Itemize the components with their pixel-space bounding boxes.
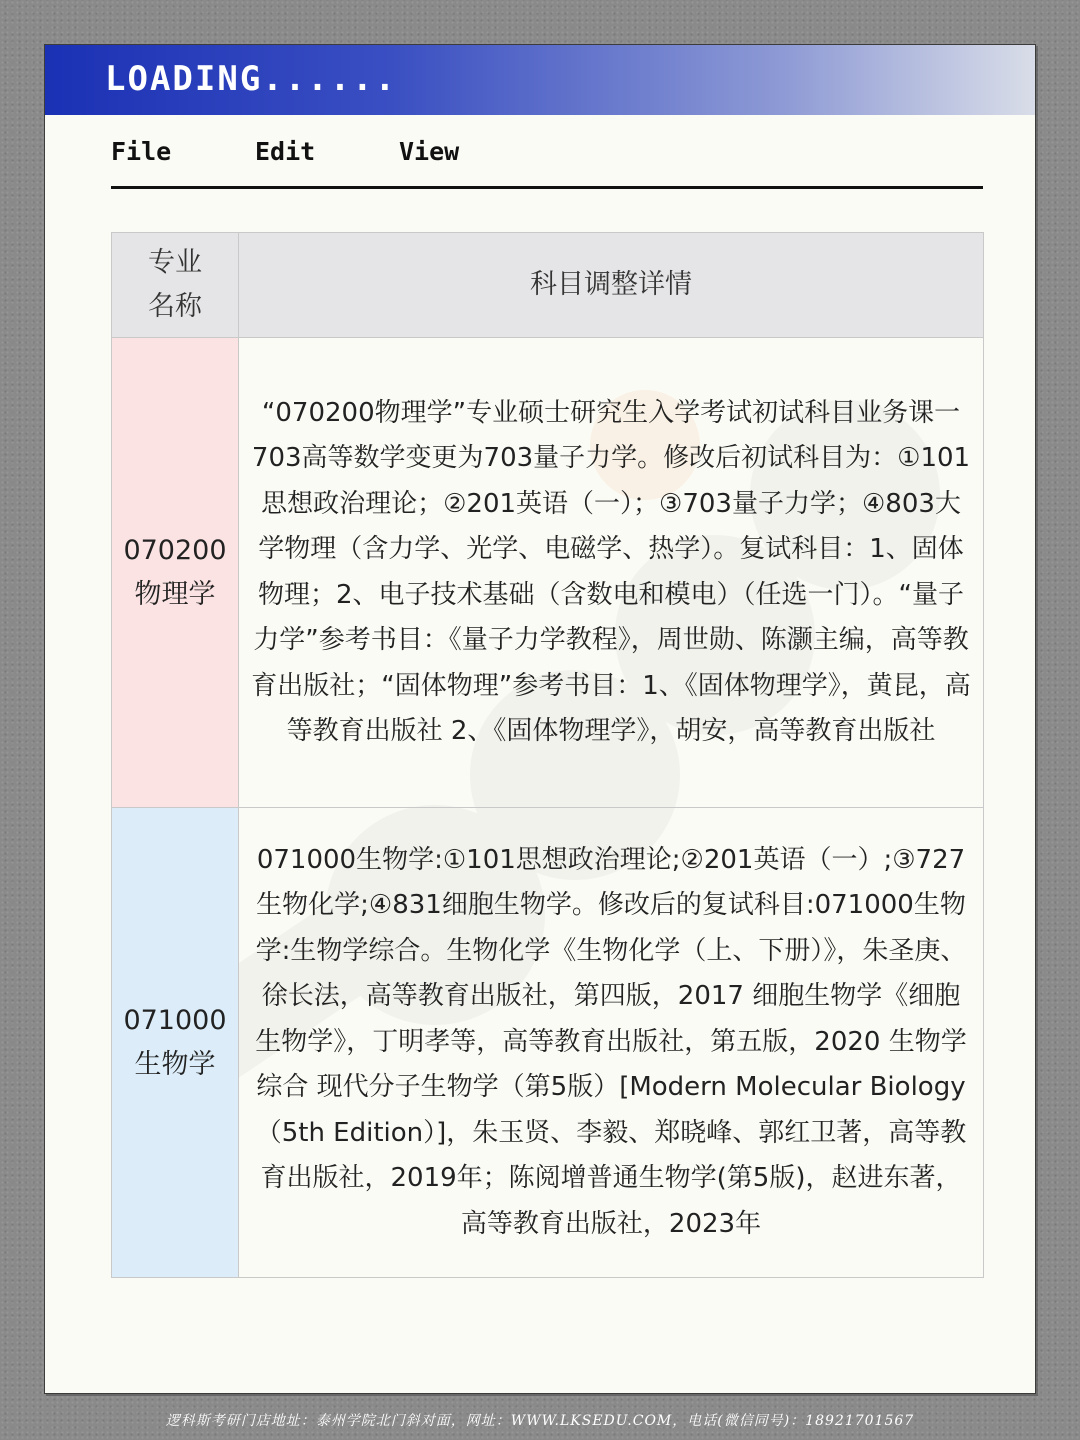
app-window	[44, 44, 1036, 1394]
detail-biology: 071000生物学:①101思想政治理论;②201英语（一）;③727生物化学;④831细胞生物学。修改后的复试科目:071000生物学:生物学综合。生物化学《生物化学（上、下册）》，朱圣庚、徐长法，高等教育出版社，第四版，2017 细胞生物学《细胞生物学》，丁明孝等，高等教育出版社，第五版，2020 生物学综合 现代分子生物学（第5版）[Modern Molecular Biology（5th Edition）]，朱玉贤、李毅、郑晓峰、郭红卫著，高等教育出版社，2019年；陈阅增普通生物学(第5版)，赵进东著，高等教育出版社，2023年	[255, 844, 967, 1239]
menu-edit[interactable]: Edit	[255, 137, 316, 166]
footer-contact-info: 逻科斯考研门店地址：泰州学院北门斜对面，网址：WWW.LKSEDU.COM，电话(微信同号)：18921701567	[165, 1413, 915, 1429]
menu-view[interactable]: View	[399, 137, 460, 166]
major-name-biology: 071000 生物学	[112, 808, 239, 1277]
table-header-row	[112, 233, 983, 337]
header-major-name: 专业 名称	[112, 233, 239, 337]
header-adjustment-detail: 科目调整详情	[530, 269, 692, 301]
detail-physics: “070200物理学”专业硕士研究生入学考试初试科目业务课一703高等数学变更为703量子力学。修改后初试科目为：①101思想政治理论；②201英语（一）；③703量子力学；④803大学物理（含力学、光学、电磁学、热学）。复试科目：1、固体物理；2、电子技术基础（含数电和模电）（任选一门）。“量子力学”参考书目：《量子力学教程》，周世勋、陈灏主编，高等教育出版社；“固体物理”参考书目：1、《固体物理学》，黄昆，高等教育出版社 2、《固体物理学》，胡安，高等教育出版社	[251, 397, 971, 746]
window-title: LOADING......	[105, 59, 398, 99]
major-name-physics: 070200 物理学	[112, 338, 239, 807]
title-bar[interactable]	[45, 45, 1035, 115]
subject-adjustment-table	[111, 232, 984, 1278]
menu-bar	[111, 137, 983, 189]
table-row	[112, 807, 983, 1277]
table-row	[112, 337, 983, 807]
menu-file[interactable]: File	[111, 137, 172, 166]
